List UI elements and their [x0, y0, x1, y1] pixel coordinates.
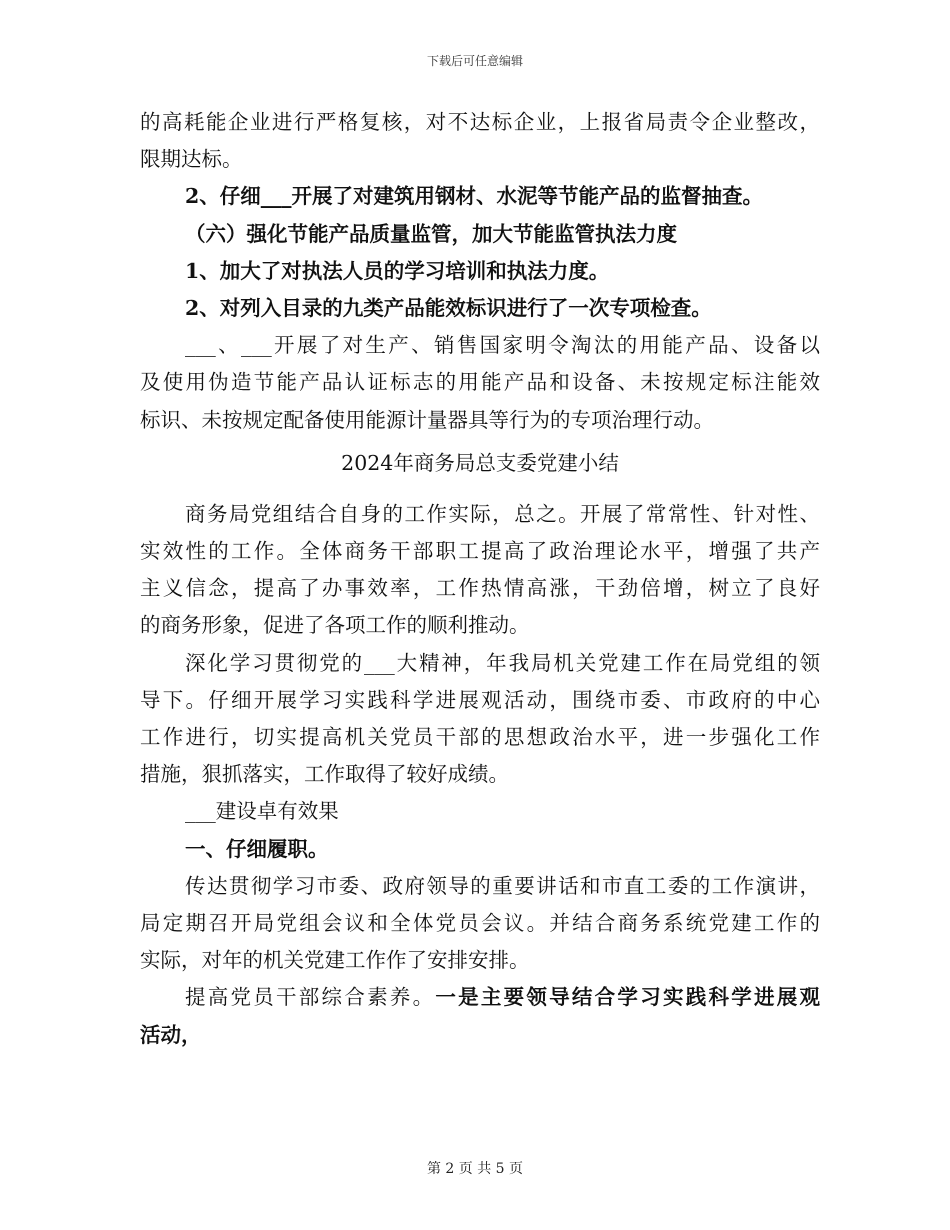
paragraph-line: ___、___开展了对生产、销售国家明令淘汰的用能产品、设备以	[185, 333, 820, 358]
article-title: 2024年商务局总支委党建小结	[341, 450, 619, 475]
paragraph-line: 主义信念，提高了办事效率，工作热情高涨，干劲倍增，树立了良好	[140, 576, 820, 601]
paragraph-line: 实效性的工作。全体商务干部职工提高了政治理论水平，增强了共产	[140, 539, 820, 564]
paragraph-line: 商务局党组结合自身的工作实际，总之。开展了常常性、针对性、	[185, 501, 820, 526]
document-body	[140, 104, 820, 1054]
page-header-note: 下载后可任意编辑	[426, 54, 523, 68]
paragraph-line	[140, 979, 820, 1016]
paragraph-line: 的高耗能企业进行严格复核，对不达标企业，上报省局责令企业整改，	[140, 110, 820, 134]
paragraph-line: 实际，对年的机关党建工作作了安排安排。	[140, 948, 530, 973]
paragraph-line: 限期达标。	[140, 147, 243, 172]
paragraph-line: 局定期召开局党组会议和全体党员会议。并结合商务系统党建工作的	[140, 910, 820, 935]
paragraph-line: 措施，狠抓落实，工作取得了较好成绩。	[140, 762, 509, 787]
list-item: 2、仔细___开展了对建筑用钢材、水泥等节能产品的监督抽查。	[185, 184, 764, 209]
paragraph-line: 标识、未按规定配备使用能源计量器具等行为的专项治理行动。	[140, 407, 714, 432]
section-heading: （六）强化节能产品质量监管，加大节能监管执法力度	[185, 221, 677, 246]
paragraph-text: 提高党员干部综合素养。	[185, 985, 436, 1010]
paragraph-line: 工作进行，切实提高机关党员干部的思想政治水平，进一步强化工作	[140, 725, 820, 749]
section-heading: 一、仔细履职。	[185, 836, 329, 861]
paragraph-line: 的商务形象，促进了各项工作的顺利推动。	[140, 613, 530, 638]
paragraph-line: 深化学习贯彻党的___大精神，年我局机关党建工作在局党组的领	[185, 650, 820, 675]
page-footer: 第 2 页 共 5 页	[426, 1161, 524, 1177]
paragraph-line: 导下。仔细开展学习实践科学进展观活动，围绕市委、市政府的中心	[140, 687, 820, 712]
paragraph-line: 及使用伪造节能产品认证标志的用能产品和设备、未按规定标注能效	[140, 370, 820, 395]
bold-text: 一是主要领导结合学习实践科学进展观	[435, 985, 821, 1010]
paragraph-line: 传达贯彻学习市委、政府领导的重要讲话和市直工委的工作演讲，	[185, 873, 820, 898]
paragraph-line: 活动，	[140, 1022, 202, 1047]
list-item: 2、对列入目录的九类产品能效标识进行了一次专项检查。	[185, 295, 712, 320]
list-item: 1、加大了对执法人员的学习培训和执法力度。	[185, 258, 610, 283]
paragraph-line: ___建设卓有效果	[185, 799, 339, 824]
